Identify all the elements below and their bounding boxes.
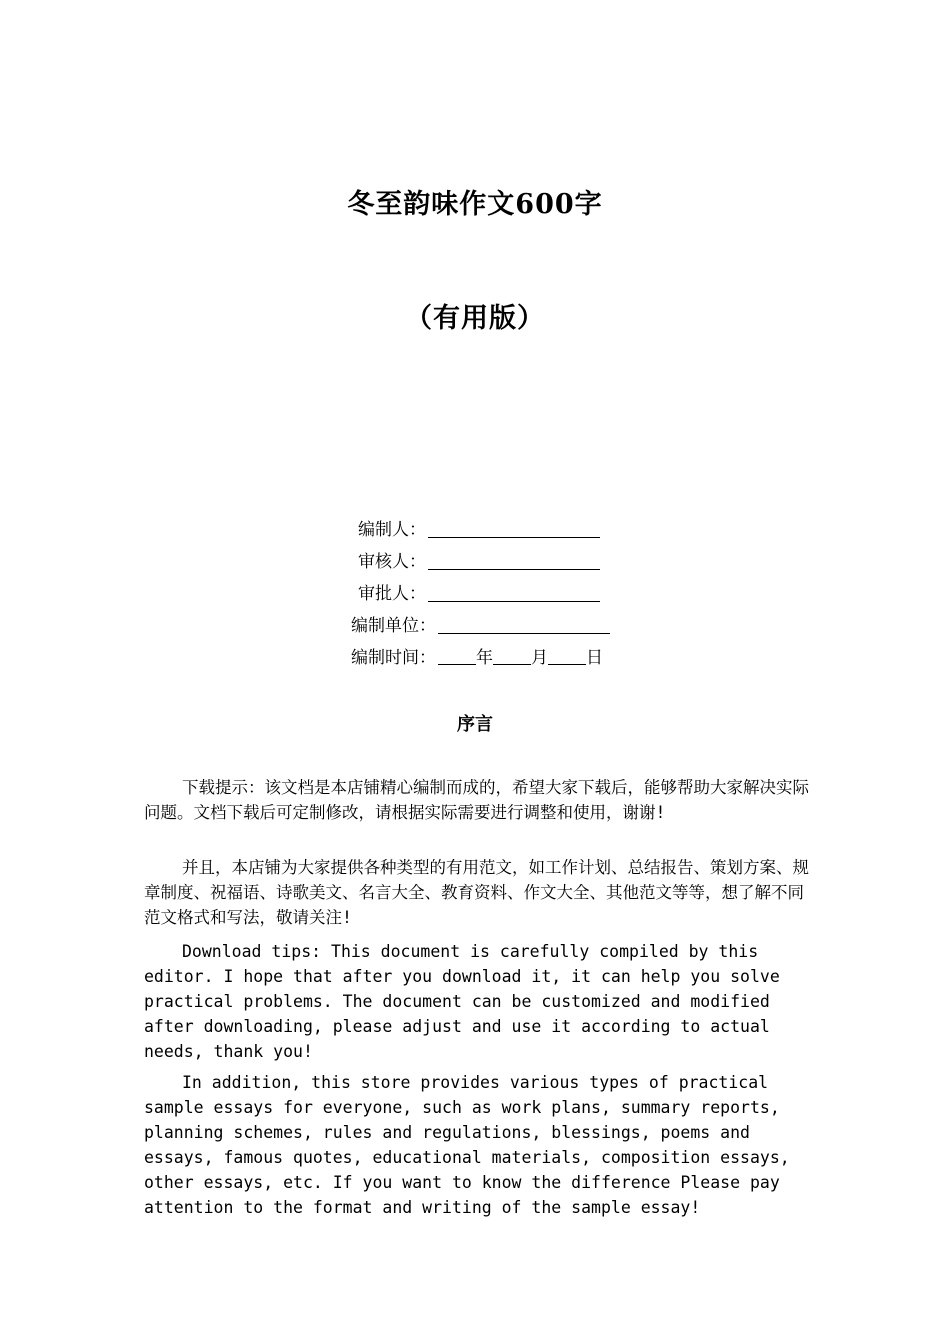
reviewer-label: 审核人： — [358, 552, 426, 572]
year-label: 年 — [476, 648, 493, 668]
compiler-row — [0, 514, 950, 546]
preface-heading: 序言 — [457, 714, 493, 735]
unit-row — [0, 610, 950, 642]
approver-blank-line — [428, 601, 600, 602]
preface-paragraph-2: 并且，本店铺为大家提供各种类型的有用范文，如工作计划、总结报告、策划方案、规章制度、祝福语、诗歌美文、名言大全、教育资料、作文大全、其他范文等等，想了解不同范文格式和写法，敬请关注! — [144, 858, 809, 927]
day-blank — [548, 642, 586, 665]
document-subtitle: （有用版） — [405, 303, 545, 334]
compiler-blank-line — [428, 537, 600, 538]
time-row — [0, 642, 950, 674]
time-label: 编制时间： — [351, 648, 436, 668]
reviewer-row — [0, 546, 950, 578]
unit-blank-line — [438, 633, 610, 634]
preface-paragraph-3: Download tips: This document is carefully compiled by this editor. I hope that after you download it, it can help you solve practical problems. The document can be customized and modified after downloading, please adjust and use it according to actual needs, thank you! — [144, 942, 780, 1061]
document-title: 冬至韵味作文600字 — [347, 189, 603, 220]
day-label: 日 — [586, 648, 603, 668]
unit-label: 编制单位： — [351, 616, 436, 636]
preface-paragraph-4: In addition, this store provides various types of practical sample essays for everyone, such as work plans, summary reports, planning schemes, rules and regulations, blessings, poems and essays, famous quotes, educational materials, composition essays, other essays, etc. If you want to know the difference Please pay attention to the format and writing of the sample essay! — [144, 1073, 790, 1217]
month-blank — [493, 642, 531, 665]
compiler-label: 编制人： — [358, 520, 426, 540]
year-blank — [438, 642, 476, 665]
info-form — [0, 514, 950, 674]
approver-label: 审批人： — [358, 584, 426, 604]
approver-row — [0, 578, 950, 610]
date-fields — [438, 642, 603, 674]
preface-paragraph-1: 下载提示：该文档是本店铺精心编制而成的，希望大家下载后，能够帮助大家解决实际问题。文档下载后可定制修改，请根据实际需要进行调整和使用，谢谢! — [144, 778, 809, 822]
month-label: 月 — [531, 648, 548, 668]
reviewer-blank-line — [428, 569, 600, 570]
